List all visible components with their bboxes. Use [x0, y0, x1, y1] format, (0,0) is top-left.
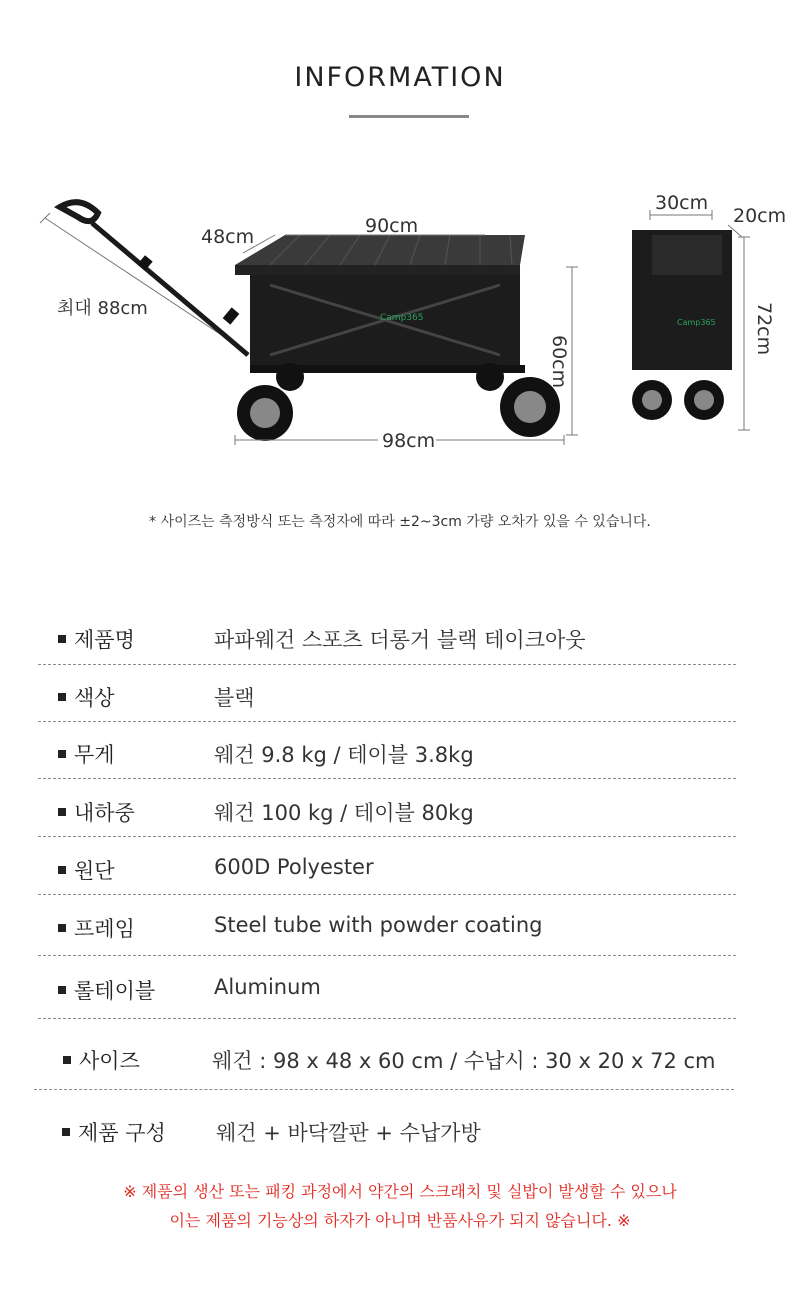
spec-value: 웨건 + 바닥깔판 + 수납가방 [216, 1121, 481, 1145]
spec-value: 블랙 [214, 686, 255, 710]
spec-value: 웨건 100 kg / 테이블 80kg [214, 801, 474, 825]
bullet-icon [58, 986, 66, 994]
spec-label: 색상 [58, 682, 115, 712]
folded-width-label: 30cm [655, 192, 709, 214]
width-label: 90cm [365, 215, 419, 237]
title-underline [349, 115, 469, 118]
folded-height-label: 72cm [753, 302, 775, 356]
folded-depth-label: 20cm [733, 205, 787, 227]
spec-value: 웨건 9.8 kg / 테이블 3.8kg [214, 743, 474, 767]
row-divider [38, 1018, 736, 1019]
spec-label: 내하중 [58, 797, 135, 827]
spec-row [40, 913, 736, 943]
row-divider [38, 664, 736, 665]
spec-label: 사이즈 [63, 1045, 140, 1075]
row-divider [38, 721, 736, 722]
spec-value: 파파웨건 스포츠 더롱거 블랙 테이크아웃 [214, 628, 586, 652]
warning-line-2: 이는 제품의 기능상의 하자가 아니며 반품사유가 되지 않습니다. ※ [169, 1211, 631, 1230]
bullet-icon [58, 924, 66, 932]
row-divider [38, 778, 736, 779]
bullet-icon [62, 1128, 70, 1136]
spec-label: 프레임 [58, 913, 135, 943]
row-divider [38, 836, 736, 837]
spec-row [40, 682, 736, 712]
product-dimension-diagram [0, 185, 800, 465]
length-label: 98cm [382, 430, 436, 452]
spec-label: 무게 [58, 739, 115, 769]
bullet-icon [58, 750, 66, 758]
row-divider [38, 894, 736, 895]
spec-row [40, 1045, 736, 1075]
spec-row [40, 1117, 736, 1147]
svg-text:Camp365: Camp365 [380, 313, 424, 323]
page-title: INFORMATION [294, 62, 506, 93]
row-divider [34, 1089, 734, 1090]
bullet-icon [58, 808, 66, 816]
spec-row [40, 624, 736, 654]
spec-label: 제품 구성 [62, 1117, 166, 1147]
height-label: 60cm [548, 335, 570, 389]
spec-value: Aluminum [214, 975, 321, 999]
spec-label: 원단 [58, 855, 115, 885]
bullet-icon [63, 1056, 71, 1064]
spec-label: 롤테이블 [58, 975, 155, 1005]
spec-row [40, 739, 736, 769]
depth-label: 48cm [201, 226, 255, 248]
bullet-icon [58, 866, 66, 874]
spec-value: Steel tube with powder coating [214, 913, 543, 937]
spec-label: 제품명 [58, 624, 135, 654]
bullet-icon [58, 693, 66, 701]
handle-max-length-label: 최대 88cm [57, 298, 148, 319]
bullet-icon [58, 635, 66, 643]
spec-row [40, 975, 736, 1005]
spec-row [40, 855, 736, 885]
spec-row [40, 797, 736, 827]
size-tolerance-note: * 사이즈는 측정방식 또는 측정자에 따라 ±2~3cm 가량 오차가 있을 수 있습니다. [149, 514, 651, 530]
svg-text:Camp365: Camp365 [677, 318, 716, 327]
row-divider [38, 955, 736, 956]
spec-value: 웨건 : 98 x 48 x 60 cm / 수납시 : 30 x 20 x 72 cm [212, 1049, 716, 1073]
warning-line-1: ※ 제품의 생산 또는 패킹 과정에서 약간의 스크래치 및 실밥이 발생할 수 있으나 [123, 1182, 677, 1201]
spec-value: 600D Polyester [214, 855, 374, 879]
